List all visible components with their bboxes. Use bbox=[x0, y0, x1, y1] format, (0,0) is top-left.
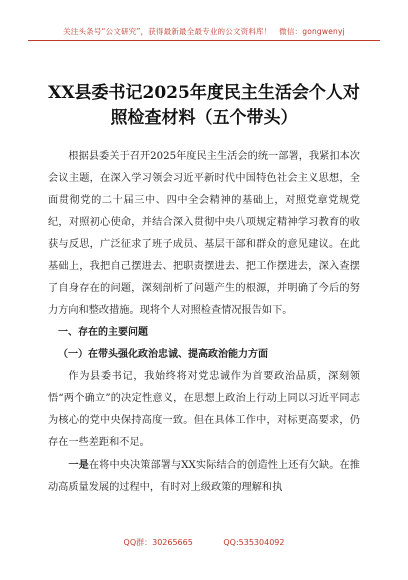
document-title bbox=[40, 81, 368, 131]
point-text: 在将中央决策部署与XX实际结合的创造性上还有欠缺。在推动高质量发展的过程中，有时对上级政策的理解和执 bbox=[48, 460, 360, 493]
point-lead: 一是 bbox=[68, 459, 89, 471]
header-divider bbox=[28, 40, 380, 41]
footer-qq-group: QQ群：30265665 bbox=[123, 538, 193, 547]
footer-qq: QQ:535304092 bbox=[223, 538, 285, 547]
subsection-heading: （一）在带头强化政治忠诚、提高政治能力方面 bbox=[58, 349, 268, 360]
body-paragraph: 作为县委书记，我始终将对党忠诚作为首要政治品质，深刻领悟“两个确立”的决定性意义，在思想上政治上行动上同以习近平同志为核心的党中央保持高度一致。但在具体工作中，对标更高要求，仍存在一些差距和不足。 bbox=[48, 371, 360, 448]
intro-paragraph: 根据县委关于召开2025年度民主生活会的统一部署，我紧扣本次会议主题，在深入学习领会习近平新时代中国特色社会主义思想，全面贯彻党的二十届三中、四中全会精神的基础上，对照党章党规党纪，对照初心使命，并结合深入贯彻中央八项规定精神学习教育的收获与反思，广泛征求了班子成员、基层干部和群众的意见建议。在此基础上，我把自己摆进去、把职责摆进去、把工作摆进去，深入查摆了自身存在的问题，深刻剖析了问题产生的根源，并明确了今后的努力方向和整改措施。现将个人对照检查情况报告如下。 bbox=[48, 151, 360, 316]
body-paragraph-point bbox=[48, 454, 360, 499]
section-heading: 一、存在的主要问题 bbox=[58, 327, 148, 338]
title-line-2: 照检查材料（五个带头） bbox=[110, 108, 298, 128]
header-promo-banner: 关注头条号“公文研究”，获得最新最全最专业的公文资料库！ 微信：gongwenyj bbox=[63, 27, 345, 36]
footer-contact bbox=[0, 537, 408, 548]
document-body bbox=[48, 146, 360, 499]
title-line-1: XX县委书记2025年度民主生活会个人对 bbox=[48, 83, 360, 103]
